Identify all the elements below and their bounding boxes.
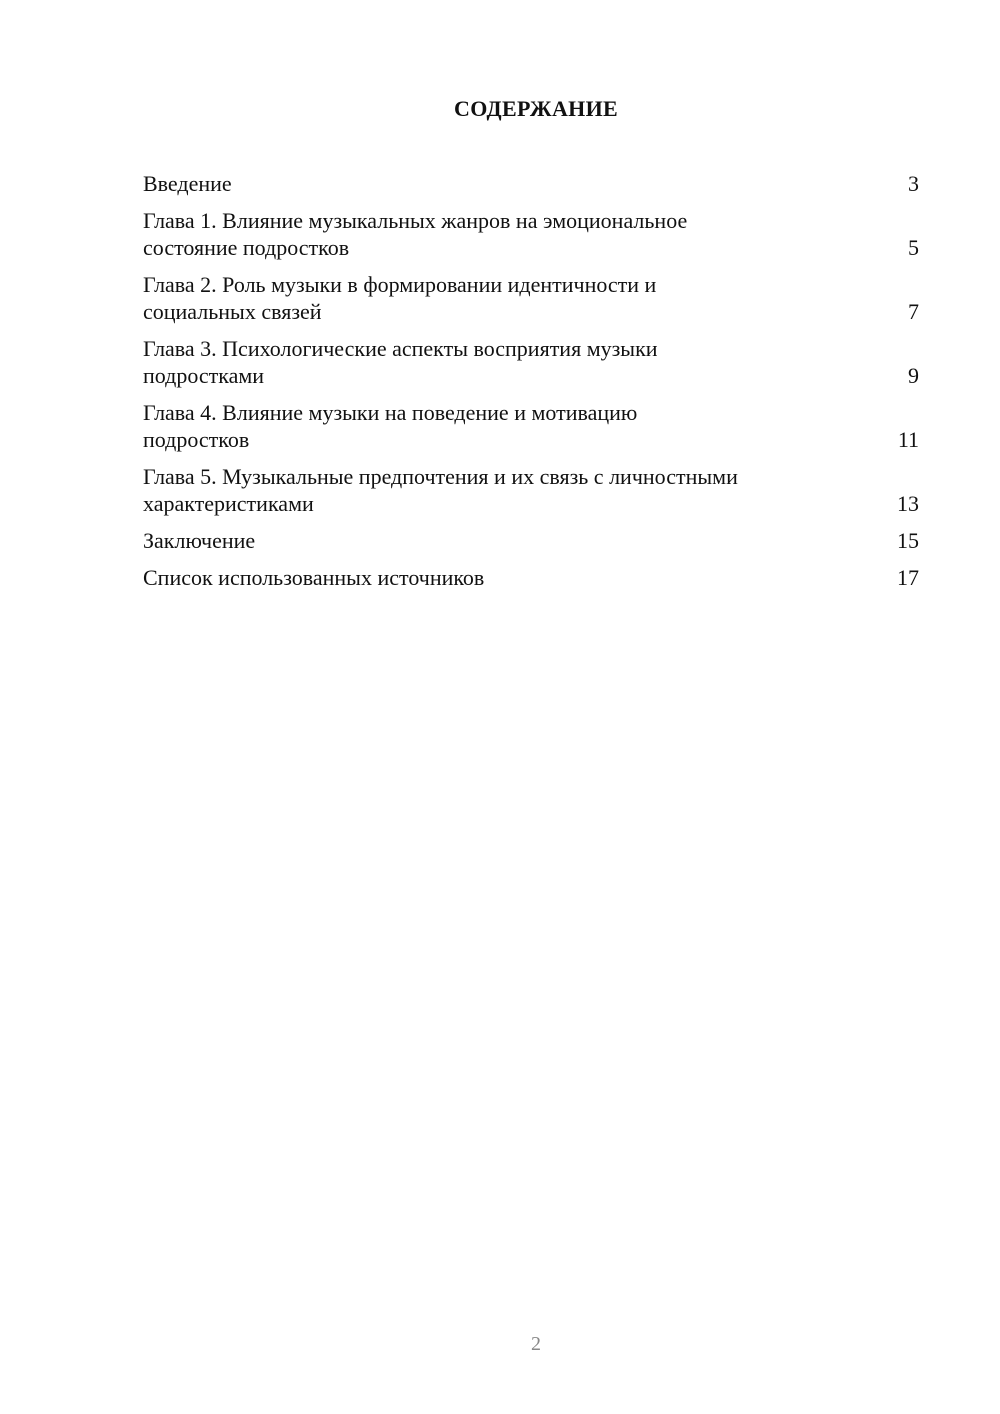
toc-entry-line: подростками [143, 363, 265, 388]
toc-entry-text [143, 335, 658, 389]
toc-entry-line: Глава 2. Роль музыки в формировании идентичности и [143, 272, 657, 297]
toc-entry-text [143, 207, 687, 261]
toc-entry-references [143, 564, 919, 591]
toc-entry-chapter-5 [143, 463, 919, 517]
toc-entry-line: Введение [143, 171, 232, 196]
toc-entry-page-number: 13 [897, 491, 919, 516]
page-title: СОДЕРЖАНИЕ [454, 96, 618, 121]
toc-entry-line: характеристиками [143, 491, 314, 516]
toc-entry-text [143, 399, 637, 453]
toc-entry-chapter-3 [143, 335, 919, 389]
toc-entry-page-number: 15 [897, 528, 919, 553]
toc-entry-line: Глава 5. Музыкальные предпочтения и их связь с личностными [143, 464, 738, 489]
toc-entry-page-number: 17 [897, 565, 919, 590]
toc-entry-page-number: 11 [897, 427, 919, 452]
toc-entry-text [143, 527, 255, 554]
toc-entry-page-number: 7 [908, 299, 919, 324]
toc-entry-line: Глава 3. Психологические аспекты восприятия музыки [143, 336, 658, 361]
toc-entry-chapter-1 [143, 207, 919, 261]
toc-entry-chapter-2 [143, 271, 919, 325]
toc-entry-chapter-4 [143, 399, 919, 453]
toc-entry-text [143, 564, 484, 591]
toc-entry-text [143, 170, 232, 197]
table-of-contents [143, 170, 919, 601]
toc-entry-line: подростков [143, 427, 250, 452]
toc-entry-text [143, 271, 656, 325]
toc-entry-line: Глава 1. Влияние музыкальных жанров на эмоциональное [143, 208, 688, 233]
toc-entry-line: Список использованных источников [143, 565, 485, 590]
toc-entry-line: Заключение [143, 528, 256, 553]
toc-entry-page-number: 5 [908, 235, 919, 260]
page-number: 2 [531, 1333, 541, 1355]
toc-entry-line: Глава 4. Влияние музыки на поведение и мотивацию [143, 400, 638, 425]
toc-entry-page-number: 3 [908, 171, 919, 196]
toc-entry-conclusion [143, 527, 919, 554]
toc-entry-line: состояние подростков [143, 235, 350, 260]
toc-entry-line: социальных связей [143, 299, 322, 324]
toc-entry-introduction [143, 170, 919, 197]
toc-entry-page-number: 9 [908, 363, 919, 388]
toc-entry-text [143, 463, 738, 517]
